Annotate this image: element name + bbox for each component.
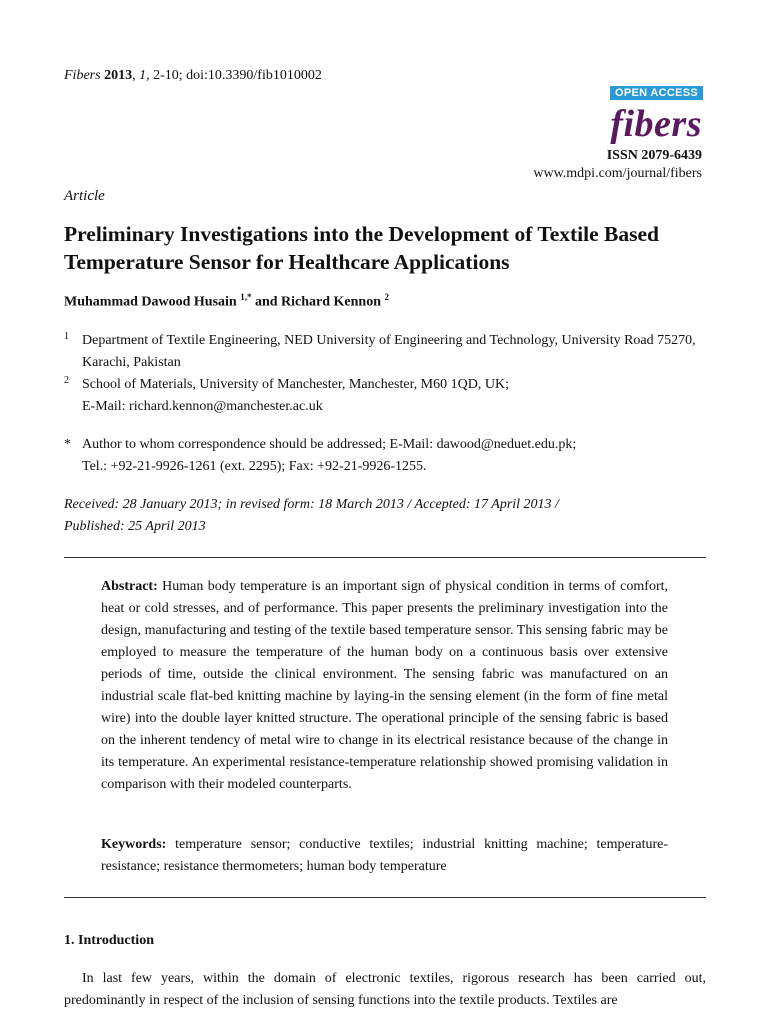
- author-name: Muhammad Dawood Husain: [64, 294, 237, 310]
- abstract-label: Abstract:: [101, 579, 158, 594]
- correspondence-star: *: [64, 437, 71, 452]
- affiliation-number: 1: [64, 331, 69, 342]
- citation-rest: , 2-10; doi:10.3390/fib1010002: [146, 68, 322, 83]
- author-affiliation-mark: 1,*: [240, 292, 252, 302]
- author-connector: and: [254, 294, 278, 310]
- correspondence-line: Author to whom correspondence should be addressed; E-Mail: dawood@neduet.edu.pk;: [82, 437, 577, 452]
- dates-line: Published: 25 April 2013: [64, 519, 206, 534]
- divider: [64, 557, 706, 558]
- dates-line: Received: 28 January 2013; in revised form: 18 March 2013 / Accepted: 17 April 2013 /: [64, 497, 559, 512]
- correspondence-line: Tel.: +92-21-9926-1261 (ext. 2295); Fax: +92-21-9926-1255.: [82, 459, 427, 474]
- affiliation-number: 2: [64, 375, 69, 386]
- keywords: [101, 834, 668, 878]
- author-name: Richard Kennon: [281, 294, 381, 310]
- affiliation: [64, 330, 704, 374]
- affiliation: [64, 374, 704, 418]
- keywords-label: Keywords:: [101, 837, 167, 852]
- citation-journal: Fibers: [64, 68, 101, 83]
- journal-logo: fibers: [610, 103, 702, 145]
- citation-volume: 1: [139, 68, 147, 83]
- abstract: [101, 576, 668, 796]
- author-affiliation-mark: 2: [384, 292, 389, 302]
- introduction-paragraph: In last few years, within the domain of electronic textiles, rigorous research has been carried out, predominantly in respect of the inclusion of sensing functions into the textile products. Textiles are: [64, 971, 706, 1008]
- open-access-badge: OPEN ACCESS: [610, 86, 703, 100]
- paper-title: Preliminary Investigations into the Development of Textile Based Temperature Sensor for Healthcare Applications: [64, 222, 660, 274]
- citation-line: Fibers 2013, 1, 2-10; doi:10.3390/fib1010002: [64, 68, 322, 83]
- correspondence-note: [64, 434, 704, 478]
- publication-dates: [64, 494, 704, 538]
- issn: ISSN 2079-6439: [606, 148, 702, 163]
- abstract-text: Human body temperature is an important sign of physical condition in terms of comfort, heat or cold stresses, and of performance. This paper presents the preliminary investigation into the design, manufacturing and testing of the textile based temperature sensor. This sensing fabric may be employed to measure the temperature of the human body on a continuous basis over extensive periods of time, outside the clinical environment. The sensing fabric was manufactured on an industrial scale flat-bed knitting machine by laying-in the sensing element (in the form of fine metal wire) into the double layer knitted structure. The operational principle of the sensing fabric is based on the inherent tendency of metal wire to change in its electrical resistance because of the change in its temperature. An experimental resistance-temperature relationship showed promising validation in comparison with their modeled counterparts.: [101, 579, 669, 792]
- keywords-text: temperature sensor; conductive textiles; industrial knitting machine; temperature-resistance; resistance thermometers; human body temperature: [101, 837, 669, 874]
- section-heading: 1. Introduction: [64, 933, 154, 948]
- author-list: [64, 292, 389, 311]
- citation-year: 2013: [104, 68, 133, 83]
- affiliation-email[interactable]: E-Mail: richard.kennon@manchester.ac.uk: [82, 399, 323, 414]
- article-type: Article: [64, 188, 105, 204]
- affiliation-text: School of Materials, University of Manchester, Manchester, M60 1QD, UK;: [82, 377, 509, 392]
- journal-url[interactable]: www.mdpi.com/journal/fibers: [533, 166, 702, 181]
- affiliation-text: Department of Textile Engineering, NED University of Engineering and Technology, University Road 75270, Karachi, Pakistan: [82, 333, 696, 370]
- divider: [64, 897, 706, 898]
